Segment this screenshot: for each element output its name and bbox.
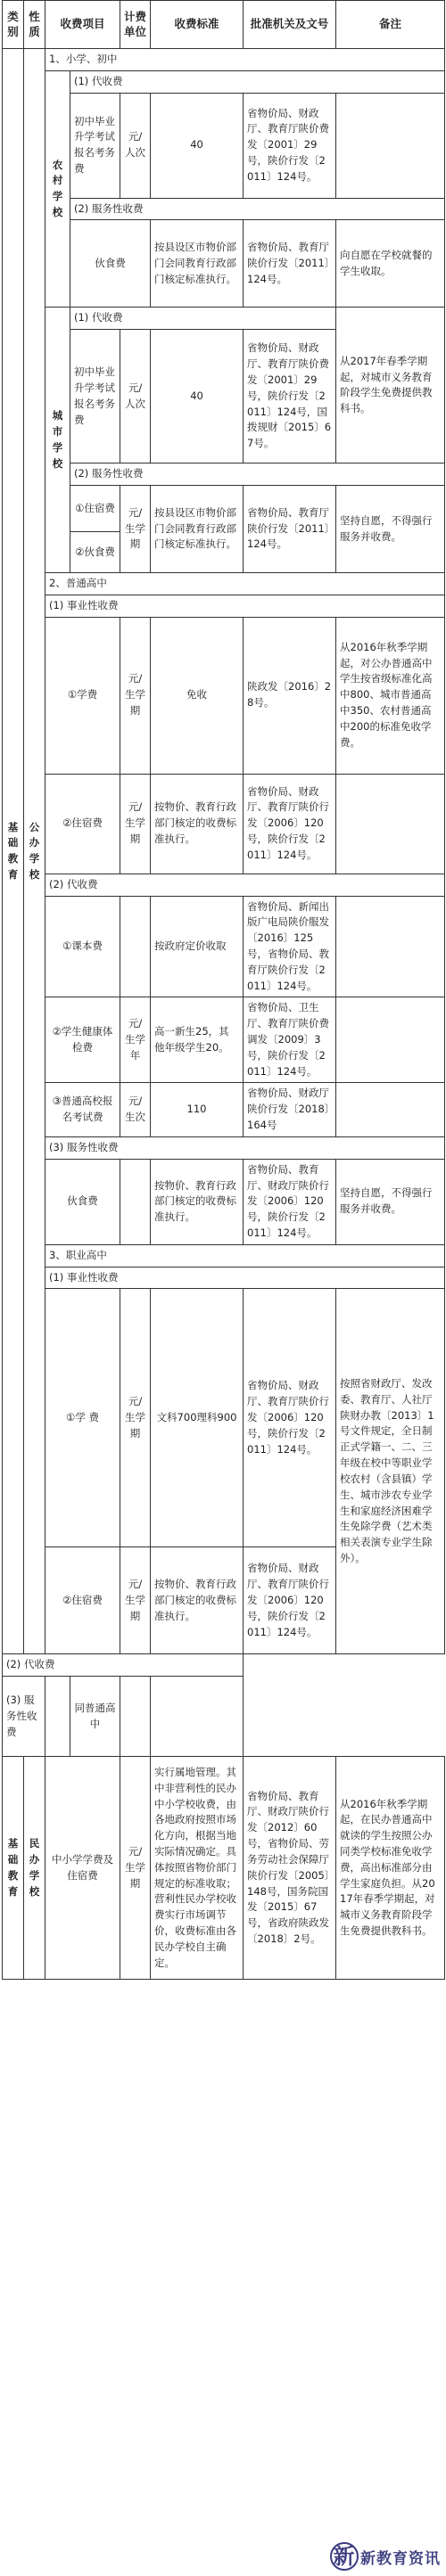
subsection-title: (1) 代收费 — [70, 70, 445, 93]
category-cell: 基础教育 — [3, 1757, 24, 1980]
approval-cell: 省物价局、教育厅陕价行发〔2011〕124号。 — [244, 486, 336, 573]
fee-schedule-table — [2, 0, 445, 1980]
section-title: 3、职业高中 — [45, 1244, 445, 1267]
unit-cell: 元/生学期 — [120, 1757, 151, 1980]
approval-cell: 省物价局、卫生厅、教育厅陕价费调发〔2009〕3号，陕价行发〔2011〕124号。 — [244, 997, 336, 1083]
remark-cell: 坚持自愿，不得强行服务并收费。 — [336, 1159, 445, 1244]
remark-cell: 从2016年秋季学期起，在民办普通高中就读的学生按照公办同类学校标准免收学费，高出标准部分由学生家庭负担。从2017年春季学期起，对城市义务教育阶段学生免费提供教科书。 — [336, 1757, 445, 1980]
standard-cell: 按政府定价收取 — [151, 896, 244, 997]
item-cell: ③普通高校报名考试费 — [45, 1083, 120, 1136]
city-school-label: 城市学校 — [45, 308, 70, 573]
approval-cell: 省物价局、财政厅、教育厅陕价行发〔2006〕120号，陕价行发〔2011〕124号。 — [244, 1289, 336, 1547]
nature-cell: 公办学校 — [24, 49, 45, 1654]
unit-cell: 元/人次 — [120, 93, 151, 198]
table-row — [3, 1083, 445, 1136]
watermark-logo — [330, 2542, 441, 2571]
remark-cell — [336, 1083, 445, 1136]
table-row — [3, 774, 445, 874]
standard-cell: 免收 — [151, 617, 244, 774]
standard-cell: 40 — [151, 93, 244, 198]
item-cell: ①住宿费 — [70, 486, 120, 532]
table-row — [3, 595, 445, 617]
item-cell: 初中毕业升学考试报名考务费 — [70, 330, 120, 464]
table-row — [3, 1267, 445, 1289]
header-category: 类别 — [3, 1, 24, 49]
table-row — [3, 1757, 445, 1980]
remark-cell: 从2017年春季学期起，对城市义务教育阶段学生免费提供教科书。 — [336, 308, 445, 464]
table-row — [3, 573, 445, 595]
unit-cell — [45, 1677, 70, 1757]
table-row — [3, 617, 445, 774]
subsection-title: (1) 代收费 — [70, 308, 336, 330]
subsection-title: (2) 代收费 — [3, 1654, 244, 1677]
subsection-title: (2) 服务性收费 — [70, 198, 445, 220]
approval-cell: 省物价局、财政厅、教育厅陕价行发〔2006〕120号，陕价行发〔2011〕124号。 — [244, 1547, 336, 1654]
approval-cell: 省物价局、新闻出版广电局陕价服发〔2016〕125号，省物价局、教育厅陕价行发〔2011〕124号。 — [244, 896, 336, 997]
table-row — [3, 874, 445, 896]
standard-cell: 按物价、教育行政部门核定的收费标准执行。 — [151, 1547, 244, 1654]
remark-cell: 坚持自愿，不得强行服务并收费。 — [336, 486, 445, 573]
item-cell: 伙食费 — [45, 1159, 120, 1244]
approval-cell: 省物价局、教育厅陕价行发〔2011〕124号。 — [244, 220, 336, 308]
approval-cell: 省物价局、教育厅、财政厅陕价行发〔2006〕120号，陕价行发〔2011〕124号。 — [244, 1159, 336, 1244]
remark-cell: 从2016年秋季学期起，对公办普通高中学生按省级标准化高中800、城市普通高中350、农村普通高中200的标准免收学费。 — [336, 617, 445, 774]
approval-cell: 省物价局、财政厅、教育厅陕价费发〔2001〕29号，陕价行发〔2011〕124号。 — [244, 93, 336, 198]
item-cell: ②伙食费 — [70, 532, 120, 573]
nature-cell: 民办学校 — [24, 1757, 45, 1980]
item-cell: ②学生健康体检费 — [45, 997, 120, 1083]
item-cell: (3) 服务性收费 — [3, 1677, 45, 1757]
rural-school-label: 农村学校 — [45, 70, 70, 308]
table-row — [3, 49, 445, 71]
unit-cell: 元/生学期 — [120, 1547, 151, 1654]
unit-cell: 元/生学期 — [120, 1289, 151, 1547]
standard-cell: 按物价、教育行政部门核定的收费标准执行。 — [151, 774, 244, 874]
remark-cell — [151, 1677, 244, 1757]
unit-cell: 元/生学期 — [120, 774, 151, 874]
item-cell: ①学 费 — [45, 1289, 120, 1547]
standard-cell: 40 — [151, 330, 244, 464]
standard-cell: 110 — [151, 1083, 244, 1136]
unit-cell: 元/生次 — [120, 1083, 151, 1136]
header-standard: 收费标准 — [151, 1, 244, 49]
table-row — [3, 1677, 445, 1757]
header-item: 收费项目 — [45, 1, 120, 49]
unit-cell: 元/生学期 — [120, 617, 151, 774]
remark-cell — [336, 774, 445, 874]
remark-cell: 按照省财政厅、发改委、教育厅、人社厅陕财办教〔2013〕1号文件规定，全日制正式学籍一、二、三年级在校中等职业学校农村（含县镇）学生、城市涉农专业学生和家庭经济困难学生免除学费（艺术类相关表演专业学生除外）。 — [336, 1289, 445, 1654]
table-row — [3, 70, 445, 93]
subsection-title: (2) 服务性收费 — [70, 464, 445, 486]
item-cell: 初中毕业升学考试报名考务费 — [70, 93, 120, 198]
standard-cell: 实行属地管理。其中非营利性的民办中小学校收费，由各地政府按照市场化方向，根据当地实际情况确定。具体按照省物价部门规定的标准收取；营利性民办学校收费实行市场调节价，收费标准由各民办学校自主确定。 — [151, 1757, 244, 1980]
watermark-emblem: 新 — [330, 2542, 359, 2571]
approval-cell: 省物价局、财政厅、教育厅陕价费发〔2001〕29号，陕价行发〔2011〕124号，国拨规财〔2015〕67号。 — [244, 330, 336, 464]
unit-cell — [120, 896, 151, 997]
subsection-title: (1) 事业性收费 — [45, 595, 445, 617]
table-row — [3, 1244, 445, 1267]
unit-cell: 元/生学期 — [120, 486, 151, 573]
section-title: 1、小学、初中 — [45, 49, 445, 71]
category-cell: 基础教育 — [3, 49, 24, 1654]
table-row — [3, 1289, 445, 1547]
standard-cell: 文科700理科900 — [151, 1289, 244, 1547]
table-row — [3, 1654, 445, 1677]
standard-cell: 按物价、教育行政部门核定的收费标准执行。 — [151, 1159, 244, 1244]
header-nature: 性质 — [24, 1, 45, 49]
item-cell: 中小学学费及住宿费 — [45, 1757, 120, 1980]
item-cell: ②住宿费 — [45, 774, 120, 874]
standard-cell: 同普通高中 — [70, 1677, 120, 1757]
header-approval: 批准机关及文号 — [244, 1, 336, 49]
approval-cell — [120, 1677, 151, 1757]
header-unit: 计费单位 — [120, 1, 151, 49]
subsection-title: (3) 服务性收费 — [45, 1136, 445, 1159]
table-row — [3, 308, 445, 330]
approval-cell: 省物价局、财政厅、教育厅陕价行发〔2006〕120号，陕价行发〔2011〕124号。 — [244, 774, 336, 874]
item-cell: ②住宿费 — [45, 1547, 120, 1654]
item-cell: ①课本费 — [45, 896, 120, 997]
table-row — [3, 1159, 445, 1244]
item-cell: 伙食费 — [70, 220, 151, 308]
unit-cell: 元/生学年 — [120, 997, 151, 1083]
remark-cell — [336, 997, 445, 1083]
standard-cell: 按县设区市物价部门会同教育行政部门核定标准执行。 — [151, 220, 244, 308]
approval-cell: 陕政发〔2016〕28号。 — [244, 617, 336, 774]
remark-cell: 向自愿在学校就餐的学生收取。 — [336, 220, 445, 308]
table-row — [3, 997, 445, 1083]
item-cell: ①学费 — [45, 617, 120, 774]
unit-cell: 元/人次 — [120, 330, 151, 464]
subsection-title: (2) 代收费 — [45, 874, 445, 896]
table-row — [3, 896, 445, 997]
approval-cell: 省物价局、财政厅陕价行发〔2018〕164号 — [244, 1083, 336, 1136]
watermark-text: 新教育资讯 — [360, 2550, 441, 2568]
standard-cell: 高一新生25，其他年级学生20。 — [151, 997, 244, 1083]
header-remarks: 备注 — [336, 1, 445, 49]
table-row — [3, 1136, 445, 1159]
subsection-title: (1) 事业性收费 — [45, 1267, 445, 1289]
approval-cell: 省物价局、教育厅、财政厅陕价行发〔2012〕60号，省物价局、劳务劳动社会保障厅陕价行发〔2005〕148号，国务院国发〔2015〕67号，省政府陕政发〔2018〕2号。 — [244, 1757, 336, 1980]
remark-cell — [336, 93, 445, 198]
section-title: 2、普通高中 — [45, 573, 445, 595]
remark-cell — [336, 896, 445, 997]
header-row — [3, 1, 445, 49]
unit-cell — [120, 1159, 151, 1244]
standard-cell: 按县设区市物价部门会同教育行政部门核定标准执行。 — [151, 486, 244, 573]
